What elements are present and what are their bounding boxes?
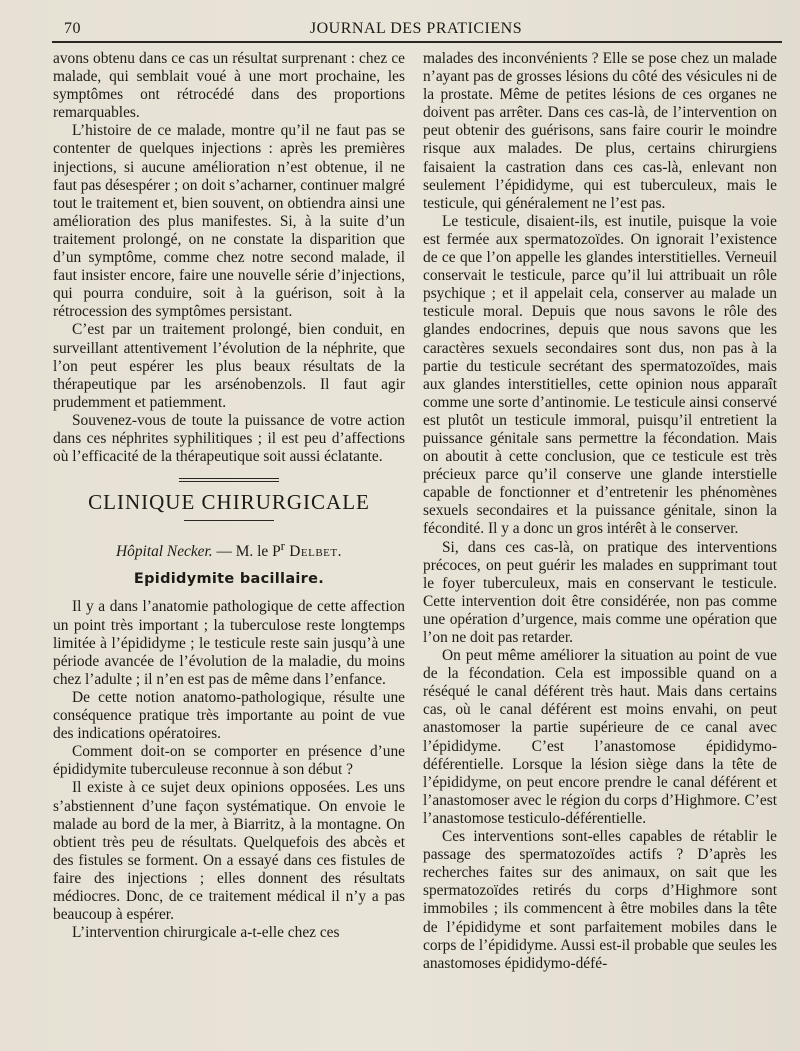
page-header [52,18,780,40]
paragraph: Il y a dans l’anatomie pathologique de cette affection un point très important ; la tuberculose reste longtemps limitée à l’épididyme ; le testicule reste sain jusqu’à une période avancée de l’évolution de la maladie, du moins chez l’adulte ; il n’en est pas de même dans l’enfance. [53,598,405,688]
paragraph: On peut même améliorer la situation au point de vue de la fécondation. Cela est impossible quand on a réséqué le canal déférent très haut. Mais dans certains cas, où le canal déférent est moins envahi, on peut anastomoser la partie supérieure de ce canal avec l’épididyme. C’est l’anastomose épididymo-déférentielle. Lorsque la lésion siège dans la tête de l’épididyme, on peut encore prendre le canal déférent et l’anastomoser avec le région du corps d’Highmore. C’est l’anastomose testiculo-déférentielle. [423,647,777,827]
paragraph: Souvenez-vous de toute la puissance de votre action dans ces néphrites syphilitiques ; il est peu d’affections où l’efficacité de la thérapeutique soit aussi éclatante. [53,411,405,466]
paragraph: Ces interventions sont-elles capables de rétablir le passage des spermatozoïdes actifs ? D’après les recherches faites sur des animaux, on sait que les spermatozoïdes retirés du corps d’Highmore sont immobiles ; ils commencent à être mobiles dans la tête de l’épididyme et sont parfaitement mobiles dans le corps de l’épididyme. Aussi est-il probable que seules les anastomoses épididymo-défé- [423,828,777,972]
paragraph: Le testicule, disaient-ils, est inutile, puisque la voie est fermée aux spermatozoïdes. On ignorait l’existence de ce que l’on appelle les glandes interstitielles. Verneuil conservait le testicule, parce qu’il lui attribuait un rôle psychique ; et il appelait cela, conserver au malade un testicule moral. Depuis que nous savons le rôle des glandes endocrines, depuis que nous savons que les caractères sexuels secondaires sont dus, non pas à la partie du testicule secrétant des spermatozoïdes, mais aux glandes interstitielles, cette opinion nous apparaît comme une sorte d’antinomie. Le testicule ainsi conservé est plutôt un testicule immoral, puisqu’il entretient la puissance génitale sans permettre la fécondation. Mais on aboutit à cette conclusion, que ce testicule est très précieux parce qu’il conserve une glande interstielle capable de fonctionner et d’entretenir les phénomènes sexuels secondaires et la puissance génitale, sinon la fécondité. Il y a donc un gros intérêt à le conserver. [423,212,777,538]
title-superscript: r [280,539,285,554]
page-number: 70 [64,20,81,37]
paragraph: Comment doit-on se comporter en présence d’une épididymite tuberculeuse reconnue à son début ? [53,743,405,779]
dash-text: — M. le P [212,543,281,561]
paragraph: avons obtenu dans ce cas un résultat surprenant : chez ce malade, qui semblait voué à une mort prochaine, les symptômes ont rétrocédé dans des proportions remarquables. [53,50,405,122]
paragraph: L’histoire de ce malade, montre qu’il ne faut pas se contenter de quelques injections : après les premières injections, si aucune amélioration n’est obtenue, il ne faut pas désespérer ; on doit s’acharner, continuer malgré tout le traitement et, bien souvent, on obtiendra ainsi une amélioration des plus manifestes. Si, à la suite d’un traitement prolongé, on ne constate la disparition que d’un symptôme, comme chez notre second malade, il faut insister encore, faire une nouvelle série d’injections, qui pourra conduire, soit à la guérison, soit à la rétrocession des symptômes persistant. [53,122,405,321]
paragraph: C’est par un traitement prolongé, bien conduit, en surveillant attentivement l’évolution de la néphrite, que l’on peut espérer les plus beaux résultats de la thérapeutique par les arsénobenzols. Il faut agir prudemment et patiemment. [53,321,405,411]
paragraph: De cette notion anatomo-pathologique, résulte une conséquence pratique très importante au point de vue des indications opératoires. [53,688,405,743]
paragraph: Si, dans ces cas-là, on pratique des interventions précoces, on peut guérir les malades en supprimant tout le foyer tuberculeux, mais en conservant le testicule. Cette intervention doit être considérée, non pas comme une opération d’urgence, mais comme une opération que l’on ne doit pas retarder. [423,538,777,646]
hospital-name: Hôpital Necker. [116,543,213,561]
section-title: CLINIQUE CHIRURGICALE [88,490,370,515]
right-column [423,50,777,973]
surgeon-name: Delbet. [284,543,342,561]
hospital-line [53,537,405,561]
section-rule [184,520,274,521]
paragraph: Il existe à ce sujet deux opinions opposées. Les uns s’abstiennent d’une façon systématique. On envoie le malade au bord de la mer, à Biarritz, à la montagne. On obtient très peu de résultats. Quelquefois des abcès et des fistules se forment. On a essayé dans ces fistules de faire des injections ; elles donnent des résultats médiocres. Donc, de ce traitement médical il n’y a pas beaucoup à espérer. [53,779,405,924]
header-rule [52,41,782,43]
section-separator [179,478,279,482]
paragraph: L’intervention chirurgicale a-t-elle chez ces [72,924,340,942]
article-title: Epididymite bacillaire. [133,571,325,588]
paragraph: malades des inconvénients ? Elle se pose chez un malade n’ayant pas de grosses lésions du côté des vésicules ni de la prostate. Même de petites lésions de ces organes ne doivent pas arrêter. Dans ces cas-là, de l’intervention on peut obtenir des guérisons, sans faire courir le moindre risque aux malades. De plus, certains chirurgiens faisaient la castration dans ces cas-là, enlevant non seulement l’épididyme, qui est tuberculeux, mais le testicule, qui généralement ne l’est pas. [423,50,777,212]
journal-title: JOURNAL DES PRATICIENS [309,20,523,37]
left-column [53,50,405,942]
